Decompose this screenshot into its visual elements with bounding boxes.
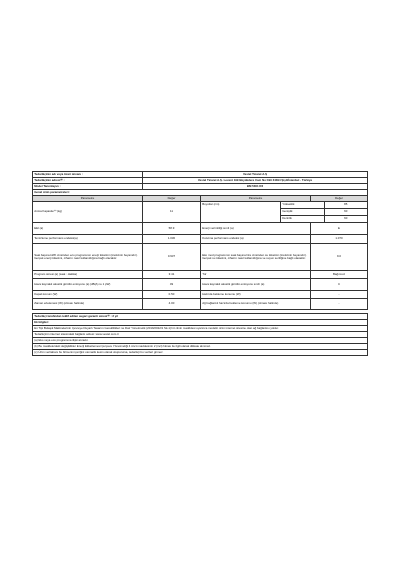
param-value: 4.00 — [143, 299, 201, 309]
param-value: 0.937 — [143, 244, 201, 270]
col-header-value: Değer — [143, 196, 201, 201]
param-value: 3:41 — [143, 271, 201, 278]
col-header-param: Parametre — [33, 196, 143, 201]
param-label — [201, 202, 281, 222]
param-label: Ağ bağlantılı hazırda bekleme konumu (W) (olması halinde) — [201, 299, 311, 309]
warranty-row — [32, 313, 368, 320]
col-header-value: Değer — [335, 195, 343, 200]
extra-title: Ek bilgiler: — [34, 319, 49, 324]
dimension-row — [281, 209, 367, 216]
supplier-row — [32, 171, 368, 178]
product-information-sheet — [32, 171, 368, 356]
table-row — [32, 279, 368, 291]
dimension-value: 85 — [344, 201, 348, 206]
param-label: Zaman ertelemesi (W) (olması halinde) — [33, 299, 143, 309]
param-value: Bağımsız — [332, 271, 346, 276]
supplier-value: Vestel Ticaret A.Ş — [242, 171, 268, 176]
param-value: 11 — [143, 202, 201, 222]
param-value: - — [338, 291, 340, 296]
address-value: Vestel Ticaret A.Ş. Levent 199 Büyükdere Cad. No:199 34394 Şişli/İstanbul - Türkiye — [197, 177, 313, 182]
param-value: 1.070 — [335, 236, 343, 241]
param-label: Program süresi (a) (saat : dakika) — [33, 271, 143, 278]
param-label: Hava kaynaklı akustik gürültü emisyonu (a) (dB(A) re 1 pW) — [33, 279, 143, 290]
extra-note: Tedarikçinin internet sitesindeki bağlantı adresi: www.vestel.com.tr — [34, 331, 119, 336]
param-label: Temizleme performans endeksi(a) — [33, 235, 143, 243]
param-value: 0.50 — [143, 291, 201, 298]
extra-note: En Tipi Bulaşık Makinelerinin Çevreye Duyarlı Tasarım Gereklilikleri ne Dair Yönetmelik (2019/2022/1 Sk-1)'nin ilmin madddesi uyarınca modelin ürün internet sitesine olan ağ bağlantısı yoktur. — [34, 325, 279, 330]
table-row — [32, 299, 368, 310]
dimension-label: Derinlik — [281, 216, 325, 222]
param-label: Tür — [201, 271, 311, 278]
dimensions-label: Boyutlar (cm) — [202, 201, 220, 206]
table-row — [32, 291, 368, 299]
table-row — [32, 223, 368, 235]
dimension-label: Yükseklik — [281, 202, 325, 208]
param-label: Hava kaynaklı akustik gürültü emisyonu sınıfı (a) — [201, 279, 311, 290]
extra-note-row — [32, 350, 368, 356]
param-value: - — [338, 301, 340, 306]
table-row — [32, 271, 368, 279]
dimension-row — [281, 216, 367, 222]
extra-note: (a) Eko veya eco programına ilişki atıradır. — [34, 337, 89, 342]
table-row — [32, 235, 368, 244]
address-label: Tedarikçinin adresi⁽ᵇ⁾ : — [33, 178, 143, 183]
dimension-value: 60 — [344, 215, 348, 220]
extra-note: (c) Ürün veritabanı bu bilmenin içeriğini otomatik kesin olarak oluşturursa, tedarikçi bu verileri girmez. — [34, 349, 164, 354]
param-label: Anma Kapasite⁽ᵃ⁾ (kg) — [33, 202, 143, 222]
dimension-value: 60 — [344, 208, 348, 213]
dimensions-table — [281, 202, 367, 222]
param-label: Eko mod programının saat başına litre cinsinden su tüketimi (üreticinin beyanıdır). Gerçek su tüketimi, cihazın nasıl kullanıldığına ve suyun sertliğine bağlı olacaktır. — [201, 244, 311, 270]
general-title: Genel ürün parametreleri: — [34, 189, 70, 194]
param-value: 9.0 — [336, 254, 342, 259]
param-value: C — [337, 281, 341, 286]
model-label: Model Tanımlayıcı : — [33, 184, 143, 189]
param-value: 58.9 — [143, 223, 201, 234]
param-value: 49 — [143, 279, 201, 290]
table-row — [32, 244, 368, 271]
param-label: Hazırda bekleme konumu (W) — [201, 291, 311, 298]
param-label: Saat başına kWh cinsinden eco programının enerji tüketimi (üreticinin beyanıdır). Gerçek enerji tüketimi, cihazın nasıl kullanıldığına bağlı olacaktır. — [33, 244, 143, 270]
table-row — [32, 202, 368, 223]
param-value: 1.030 — [143, 235, 201, 243]
warranty-text: Tedarikçi tarafından teklif edilen asgari garanti süresi⁽ᵇ⁾ : 2 yıl — [34, 313, 118, 318]
param-label: EEI (a) — [33, 223, 143, 234]
param-label: Enerji verimliliği sınıfı (a) — [201, 223, 311, 234]
param-label: Kurutma performans endeksi (a) — [201, 235, 311, 243]
supplier-label: Tedarikçinin adı veya ticari ünvanı : — [33, 172, 143, 177]
param-value: E — [338, 225, 340, 230]
model-value: BM 5301 R3 — [246, 183, 264, 188]
col-header-param: Parametre — [201, 196, 311, 201]
param-label: Kapalı konum (W) — [33, 291, 143, 298]
dimension-label: Genişlik — [281, 209, 325, 215]
dimension-row — [281, 202, 367, 209]
extra-note: (b) Bu maddelerdeki değişiklikler Enerji Etiketlemesi Çerçeve Yönetmeliği 4 üncü maddesinin 2 (inci) fıkrası ile ilgili olarak dikkate alınmaz. — [34, 343, 211, 348]
